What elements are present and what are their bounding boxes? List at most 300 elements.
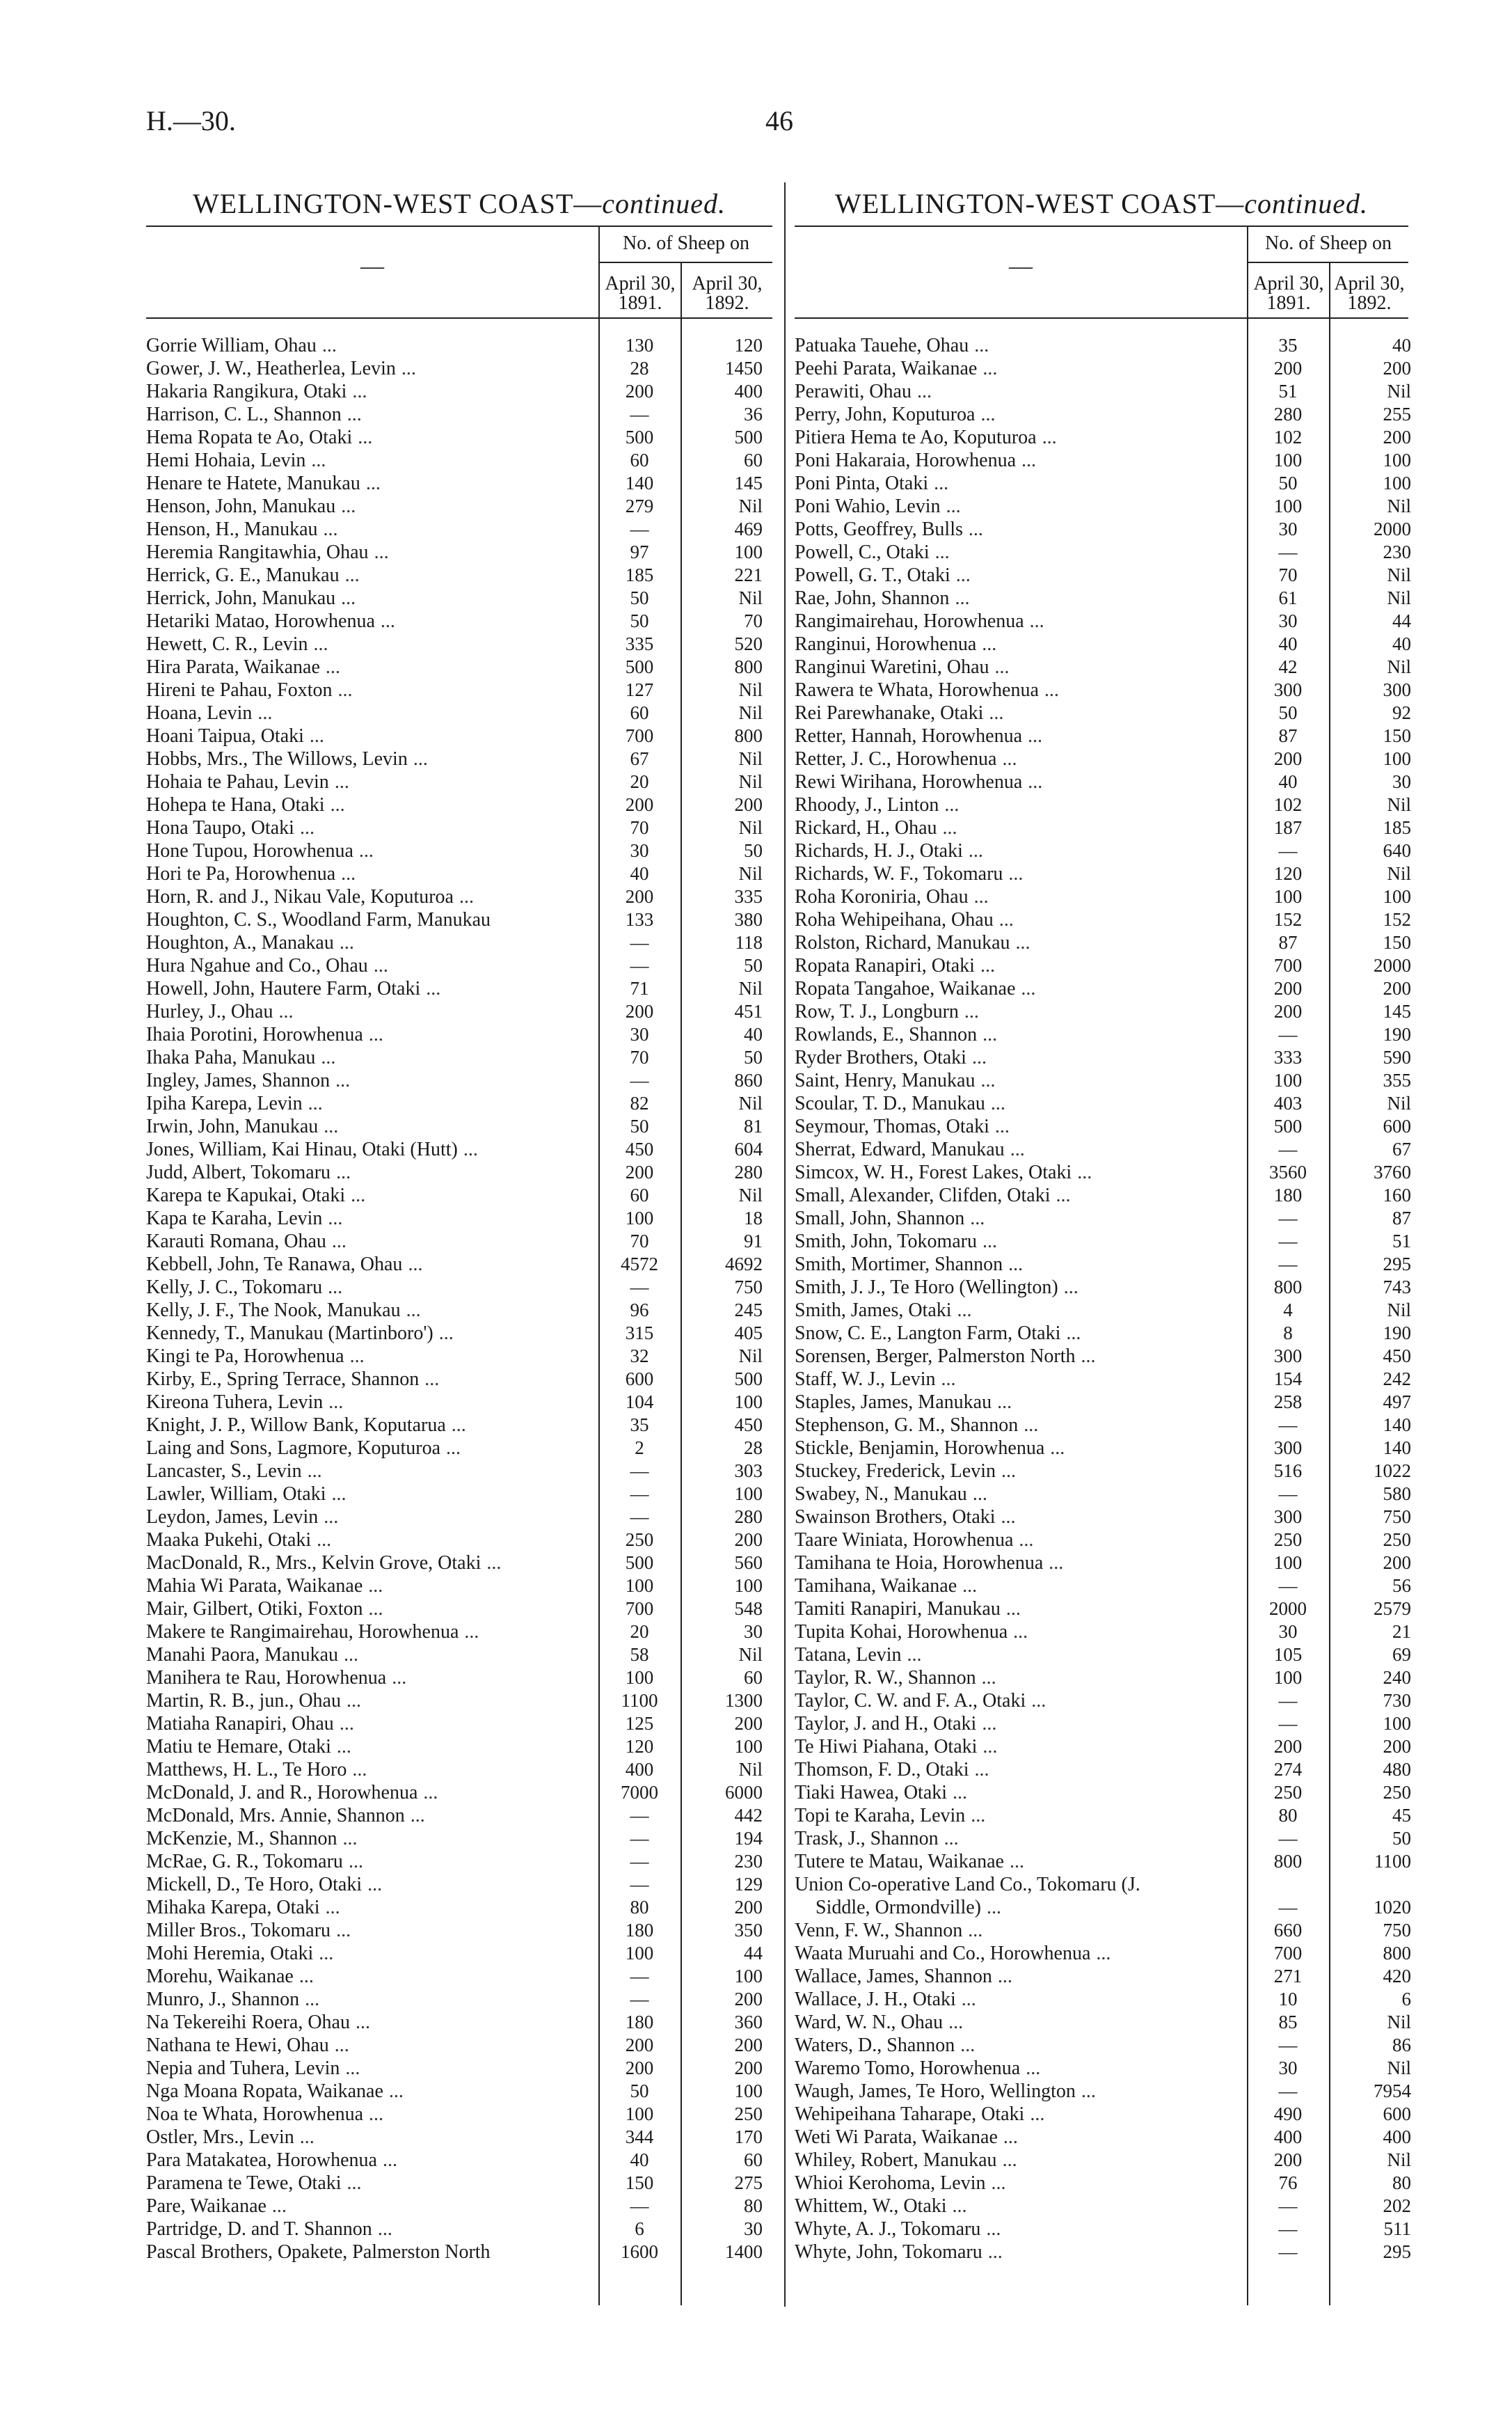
owner-name — [795, 839, 1240, 862]
table-row — [146, 839, 772, 862]
owner-name — [795, 1529, 1240, 1551]
sheep-1892: 230 — [734, 1851, 763, 1872]
owner-name — [146, 1873, 591, 1896]
sheep-1891: — — [1278, 2218, 1298, 2239]
owner-name-text: Stuckey, Frederick, Levin — [795, 1460, 996, 1482]
leader-dots: ... — [960, 2035, 976, 2056]
sheep-1891: 403 — [1273, 1093, 1303, 1114]
owner-name-text: Rhoody, J., Linton — [795, 794, 939, 816]
owner-name — [146, 1896, 591, 1919]
leader-dots: ... — [339, 1713, 354, 1735]
table-row — [146, 1437, 772, 1460]
owner-name-text: Trask, J., Shannon — [795, 1828, 939, 1849]
sheep-1891: 300 — [1273, 1437, 1303, 1458]
leader-dots: ... — [1001, 1506, 1016, 1528]
owner-name-text: Hura Ngahue and Co., Ohau — [146, 955, 368, 977]
table-row — [795, 1161, 1411, 1184]
sheep-1891: 70 — [1278, 564, 1298, 585]
owner-name-text: Noa te Whata, Horowhenua — [146, 2103, 364, 2125]
sheep-1891: 60 — [630, 702, 649, 723]
table-row — [146, 2218, 772, 2241]
owner-name — [795, 1000, 1240, 1023]
table-row — [146, 1069, 772, 1092]
table-row — [146, 1414, 772, 1437]
sheep-1891: 100 — [625, 1208, 654, 1229]
sheep-1891: 700 — [625, 1598, 654, 1619]
sheep-1891: 700 — [1273, 1943, 1303, 1964]
owner-name-text: Poni Hakaraia, Horowhenua — [795, 450, 1017, 471]
sheep-1892: Nil — [738, 771, 763, 792]
leader-dots: ... — [341, 587, 356, 609]
table-row — [146, 1965, 772, 1988]
owner-name-text: Hona Taupo, Otaki — [146, 817, 294, 839]
leader-dots: ... — [934, 473, 949, 494]
leader-dots: ... — [348, 1851, 363, 1872]
table-row — [146, 862, 772, 885]
leader-dots: ... — [331, 1483, 347, 1505]
sheep-1892: 250 — [1383, 1529, 1411, 1550]
sheep-1892: 200 — [734, 1897, 763, 1918]
owner-name — [146, 1230, 591, 1253]
owner-name — [146, 1253, 591, 1276]
owner-list — [795, 319, 1411, 2264]
owner-name — [146, 1827, 591, 1850]
sheep-1892: 750 — [1383, 1506, 1411, 1527]
table-row — [795, 771, 1411, 793]
sheep-1891: 200 — [625, 886, 654, 907]
sheep-1891: — — [630, 932, 649, 953]
owner-name-text: Whiley, Robert, Manukau — [795, 2149, 997, 2171]
sheep-1892: 360 — [734, 2012, 763, 2032]
leader-dots: ... — [382, 2149, 397, 2171]
sheep-1891: 50 — [1278, 473, 1298, 493]
owner-name — [146, 702, 591, 725]
leader-dots: ... — [1015, 932, 1030, 954]
table-row — [146, 1299, 772, 1322]
leader-dots: ... — [980, 404, 996, 425]
sheep-1892: 1020 — [1374, 1897, 1411, 1918]
sheep-1892: Nil — [738, 1093, 763, 1114]
sheep-1891: — — [1278, 2241, 1298, 2262]
leader-dots: ... — [426, 978, 441, 1000]
owner-name — [146, 1391, 591, 1414]
sheep-1892: 200 — [1383, 978, 1411, 999]
leader-dots: ... — [321, 1047, 336, 1068]
leader-dots: ... — [308, 1093, 323, 1114]
sheep-1891: — — [630, 1277, 649, 1297]
leader-dots: ... — [408, 1254, 423, 1275]
owner-name-text: Henson, John, Manukau — [146, 496, 336, 517]
leader-dots: ... — [459, 886, 474, 908]
table-row — [795, 1092, 1411, 1115]
sheep-1892: 92 — [1392, 702, 1411, 723]
owner-name-text: Ropata Tangahoe, Waikanae — [795, 978, 1016, 1000]
sheep-1892: 200 — [734, 1529, 763, 1550]
owner-name-text: Hurley, J., Ohau — [146, 1001, 273, 1022]
sheep-1891: — — [1278, 1208, 1298, 1229]
table-row — [146, 2149, 772, 2172]
table-row — [795, 1597, 1411, 1620]
leader-dots: ... — [324, 1506, 339, 1528]
sheep-1891: 102 — [1273, 794, 1303, 815]
owner-name-text: Nepia and Tuhera, Levin — [146, 2057, 340, 2079]
sheep-1892: 380 — [734, 909, 763, 930]
sheep-1892: 200 — [1383, 358, 1411, 379]
sheep-1891: 2 — [635, 1437, 644, 1458]
table-row — [146, 610, 772, 633]
owner-name — [146, 2011, 591, 2034]
owner-name — [146, 449, 591, 472]
sheep-1892: 600 — [1383, 2103, 1411, 2124]
table-row — [146, 1207, 772, 1230]
owner-name — [146, 1689, 591, 1712]
owner-name-text: Smith, James, Otaki — [795, 1300, 952, 1321]
owner-name-text: Waata Muruahi and Co., Horowhenua — [795, 1943, 1091, 1964]
sheep-1891: 1100 — [621, 1690, 658, 1711]
document-reference: H.—30. — [146, 105, 236, 136]
sheep-1892: 2000 — [1374, 519, 1411, 539]
owner-name — [795, 449, 1240, 472]
sheep-1892: 67 — [1392, 1139, 1411, 1160]
sheep-1892: 400 — [734, 381, 763, 402]
owner-name-text: Swainson Brothers, Otaki — [795, 1506, 996, 1528]
leader-dots: ... — [1008, 863, 1024, 885]
owner-name — [146, 1046, 591, 1069]
owner-name-text: Small, John, Shannon — [795, 1208, 965, 1229]
sheep-1892: 255 — [1383, 404, 1411, 425]
owner-name — [146, 1620, 591, 1643]
owner-name — [146, 793, 591, 816]
sheep-1892: Nil — [1387, 381, 1411, 402]
name-column-header: — — [1009, 253, 1033, 279]
owner-name-text: McDonald, J. and R., Horowhenua — [146, 1782, 418, 1803]
owner-name-text: Paramena te Tewe, Otaki — [146, 2172, 342, 2194]
leader-dots: ... — [968, 840, 983, 862]
sheep-1892: 69 — [1392, 1644, 1411, 1665]
table-row — [146, 656, 772, 679]
sheep-1892: Nil — [738, 496, 763, 516]
leader-dots: ... — [373, 955, 388, 977]
table-row — [795, 1988, 1411, 2011]
table-row — [146, 1138, 772, 1161]
table-row — [795, 2080, 1411, 2103]
sheep-1891: 100 — [1273, 1667, 1303, 1688]
table-row — [146, 1529, 772, 1551]
sheep-1891: 42 — [1278, 656, 1298, 677]
table-row — [146, 1184, 772, 1207]
sheep-1891: — — [1278, 1575, 1298, 1596]
owner-name-text: Hakaria Rangikura, Otaki — [146, 381, 347, 402]
table-row — [146, 1643, 772, 1666]
owner-name-text: Tutere te Matau, Waikanae — [795, 1851, 1004, 1872]
sheep-1891: 76 — [1278, 2172, 1298, 2193]
leader-dots: ... — [307, 1460, 322, 1482]
sheep-1891: 50 — [630, 1116, 649, 1137]
owner-name-text: Matiaha Ranapiri, Ohau — [146, 1713, 334, 1735]
owner-name — [146, 1506, 591, 1529]
leader-dots: ... — [358, 427, 373, 448]
table-row — [146, 679, 772, 702]
table-row — [146, 1460, 772, 1483]
leader-dots: ... — [1030, 2103, 1045, 2125]
sheep-1891: 125 — [625, 1713, 654, 1734]
sheep-1892: 560 — [734, 1552, 763, 1573]
sheep-1892: 200 — [734, 2057, 763, 2078]
sheep-1891: 700 — [625, 725, 654, 746]
sheep-1891: 80 — [1278, 1805, 1298, 1826]
owner-name — [146, 2241, 591, 2264]
sheep-count-group-header: No. of Sheep on — [598, 227, 772, 263]
sheep-1892: 87 — [1392, 1208, 1411, 1229]
sheep-1891: 315 — [625, 1322, 654, 1343]
table-row — [146, 771, 772, 793]
sheep-1892: Nil — [1387, 2057, 1411, 2078]
table-row — [146, 1483, 772, 1506]
owner-name — [795, 2011, 1240, 2034]
sheep-1892: 80 — [744, 2195, 763, 2216]
table-row — [146, 2172, 772, 2195]
owner-name — [146, 1069, 591, 1092]
sheep-1891: 80 — [630, 1897, 649, 1918]
sheep-1891: 102 — [1273, 427, 1303, 448]
table-row — [146, 1161, 772, 1184]
leader-dots: ... — [334, 771, 349, 793]
owner-name-text: Matiu te Hemare, Otaki — [146, 1736, 331, 1757]
owner-name — [795, 1873, 1240, 1896]
leader-dots: ... — [368, 1575, 383, 1597]
table-row — [146, 1574, 772, 1597]
sheep-1891: — — [630, 1966, 649, 1986]
sheep-1891: 152 — [1273, 909, 1303, 930]
owner-name-text: Roha Koroniria, Ohau — [795, 886, 969, 908]
table-row — [795, 702, 1411, 725]
owner-name-text: Gorrie William, Ohau — [146, 335, 317, 356]
sheep-1891: 200 — [1273, 1001, 1303, 1022]
sheep-1891: 700 — [1273, 955, 1303, 976]
sheep-1891: — — [630, 1805, 649, 1826]
sheep-1892: 6000 — [725, 1782, 763, 1803]
owner-name — [795, 2195, 1240, 2218]
owner-name — [146, 656, 591, 679]
owner-name — [146, 2172, 591, 2195]
owner-name — [795, 1896, 1261, 1919]
sheep-1892: Nil — [1387, 1300, 1411, 1320]
sheep-1891: 660 — [1273, 1920, 1303, 1941]
sheep-1891: 70 — [630, 1231, 649, 1251]
owner-name-text: Ranginui, Horowhenua — [795, 633, 977, 655]
owner-name — [795, 1437, 1240, 1460]
owner-name-text: Weti Wi Parata, Waikanae — [795, 2126, 998, 2148]
table-row — [146, 2195, 772, 2218]
table-row — [795, 2011, 1411, 2034]
leader-dots: ... — [339, 932, 354, 954]
leader-dots: ... — [944, 794, 960, 816]
sheep-1892: 1300 — [725, 1690, 763, 1711]
owner-name-text: Hireni te Pahau, Foxton — [146, 679, 333, 701]
sheep-1891: 450 — [625, 1139, 654, 1160]
sheep-1891: 100 — [625, 2103, 654, 2124]
leader-dots: ... — [952, 2195, 967, 2217]
owner-name-text: Karepa te Kapukai, Otaki — [146, 1185, 346, 1206]
owner-name-text: Tamihana te Hoia, Horowhenua — [795, 1552, 1044, 1574]
table-row — [146, 793, 772, 816]
owner-name — [795, 1942, 1240, 1965]
owner-name-text: Kingi te Pa, Horowhenua — [146, 1345, 344, 1367]
table-row — [795, 1299, 1411, 1322]
leader-dots: ... — [392, 1667, 407, 1689]
sheep-1891: 516 — [1273, 1460, 1303, 1481]
owner-name — [795, 1299, 1240, 1322]
table-row — [146, 518, 772, 541]
sheep-1892: Nil — [1387, 1093, 1411, 1114]
owner-name — [146, 2126, 591, 2149]
owner-name-text: Topi te Karaha, Levin — [795, 1805, 966, 1826]
owner-name-text: Nga Moana Ropata, Waikanae — [146, 2080, 383, 2102]
sheep-1892: Nil — [738, 1759, 763, 1780]
owner-name-text: Ward, W. N., Ohau — [795, 2012, 944, 2033]
column-divider — [784, 182, 786, 2307]
table-row — [795, 1345, 1411, 1368]
owner-name-text: Herrick, G. E., Manukau — [146, 564, 340, 586]
leader-dots: ... — [334, 2035, 349, 2056]
sheep-1891: 97 — [630, 542, 649, 562]
sheep-1892: 185 — [1383, 817, 1411, 838]
sheep-1892: 511 — [1383, 2218, 1411, 2239]
table-row — [146, 1827, 772, 1850]
leader-dots — [491, 909, 496, 931]
sheep-1891: — — [1278, 1231, 1298, 1251]
sheep-1891: 200 — [1273, 2149, 1303, 2170]
owner-name — [795, 1827, 1240, 1850]
table-row — [795, 1368, 1411, 1391]
sheep-1891: 87 — [1278, 932, 1298, 953]
owner-name-text: Miller Bros., Tokomaru — [146, 1920, 331, 1941]
sheep-1891: 180 — [625, 2012, 654, 2032]
owner-name-text: Judd, Albert, Tokomaru — [146, 1162, 331, 1183]
sheep-1892: 1450 — [725, 358, 763, 379]
owner-name-text: Ipiha Karepa, Levin — [146, 1093, 303, 1114]
sheep-1892: 580 — [1383, 1483, 1411, 1504]
sheep-1892: 60 — [744, 1667, 763, 1688]
leader-dots: ... — [1005, 1598, 1021, 1620]
table-row — [795, 2195, 1411, 2218]
owner-name — [146, 816, 591, 839]
table-row — [146, 1391, 772, 1414]
sheep-1891: — — [630, 404, 649, 425]
sheep-1892: 280 — [734, 1506, 763, 1527]
owner-name-text: Sherrat, Edward, Manukau — [795, 1139, 1005, 1160]
leader-dots: ... — [349, 1345, 365, 1367]
owner-name — [795, 793, 1240, 816]
owner-name-text: Hoani Taipua, Otaki — [146, 725, 304, 747]
owner-name — [795, 816, 1240, 839]
owner-name — [146, 357, 591, 380]
sheep-1891: 6 — [635, 2218, 644, 2239]
owner-name-text: Karauti Romana, Ohau — [146, 1231, 326, 1252]
sheep-1892: 60 — [744, 450, 763, 471]
owner-name-text: Taare Winiata, Horowhenua — [795, 1529, 1014, 1551]
sheep-1892: 497 — [1383, 1391, 1411, 1412]
table-row — [795, 1574, 1411, 1597]
sheep-1892: 100 — [734, 1391, 763, 1412]
sheep-1891: 200 — [625, 1001, 654, 1022]
owner-name — [146, 495, 591, 518]
leader-dots: ... — [423, 1782, 438, 1803]
leader-dots: ... — [341, 863, 356, 885]
owner-name-text: Hone Tupou, Horowhenua — [146, 840, 353, 862]
owner-name-text: Retter, Hannah, Horowhenua — [795, 725, 1022, 747]
sheep-1892: 451 — [734, 1001, 763, 1022]
sheep-1892: Nil — [738, 978, 763, 999]
leader-dots: ... — [352, 381, 367, 402]
sheep-1891: — — [630, 1989, 649, 2009]
table-row — [146, 1000, 772, 1023]
table-row — [146, 1781, 772, 1804]
leader-dots: ... — [941, 1368, 956, 1390]
leader-dots: ... — [330, 794, 345, 816]
owner-name-text: Rawera te Whata, Horowhenua — [795, 679, 1039, 701]
owner-name-text: Ostler, Mrs., Levin — [146, 2126, 294, 2148]
sheep-1892: 30 — [1392, 771, 1411, 792]
owner-name-text: Para Matakatea, Horowhenua — [146, 2149, 377, 2171]
leader-dots: ... — [982, 1231, 997, 1252]
leader-dots: ... — [994, 1116, 1010, 1137]
leader-dots: ... — [374, 542, 389, 563]
owner-name-text: Stickle, Benjamin, Horowhenua — [795, 1437, 1045, 1459]
owner-name — [795, 1574, 1240, 1597]
sheep-1891: 800 — [1273, 1851, 1303, 1872]
owner-name — [146, 1965, 591, 1988]
sheep-1891: — — [1278, 1254, 1298, 1274]
owner-name-text: Wehipeihana Taharape, Otaki — [795, 2103, 1025, 2125]
table-row — [795, 1023, 1411, 1046]
sheep-1892: 242 — [1383, 1368, 1411, 1389]
owner-name-text: Kelly, J. F., The Nook, Manukau — [146, 1300, 401, 1321]
sheep-1892: 1022 — [1374, 1460, 1411, 1481]
sheep-1891: 32 — [630, 1345, 649, 1366]
sheep-1891: 250 — [1273, 1529, 1303, 1550]
leader-dots: ... — [413, 748, 428, 770]
sheep-1892: 200 — [734, 794, 763, 815]
leader-dots: ... — [347, 1690, 361, 1712]
leader-dots: ... — [1031, 1690, 1047, 1712]
table-row — [795, 1896, 1411, 1919]
owner-name — [795, 1161, 1240, 1184]
table-row — [146, 449, 772, 472]
leader-dots: ... — [1001, 1460, 1016, 1482]
leader-dots: ... — [1063, 1277, 1079, 1298]
owner-name — [795, 1322, 1240, 1345]
owner-name-text: Wallace, James, Shannon — [795, 1966, 992, 1987]
owner-name-text: McRae, G. R., Tokomaru — [146, 1851, 343, 1872]
owner-name — [146, 771, 591, 793]
owner-name-text: Tupita Kohai, Horowhenua — [795, 1621, 1008, 1643]
sheep-1892: Nil — [1387, 2012, 1411, 2032]
sheep-1891: 60 — [630, 450, 649, 471]
sheep-1891: — — [1278, 1483, 1298, 1504]
sheep-1892: 50 — [1392, 1828, 1411, 1849]
leader-dots: ... — [324, 1116, 339, 1137]
sheep-1891: 271 — [1273, 1966, 1303, 1986]
owner-name-text: Powell, G. T., Otaki — [795, 564, 950, 586]
leader-dots: ... — [347, 2172, 362, 2194]
table-header — [146, 227, 772, 319]
owner-name-text: Kelly, J. C., Tokomaru — [146, 1277, 323, 1298]
owner-name — [795, 564, 1240, 587]
year-1892-header: April 30, 1892. — [681, 263, 772, 319]
table-row — [795, 564, 1411, 587]
table-row — [146, 1023, 772, 1046]
